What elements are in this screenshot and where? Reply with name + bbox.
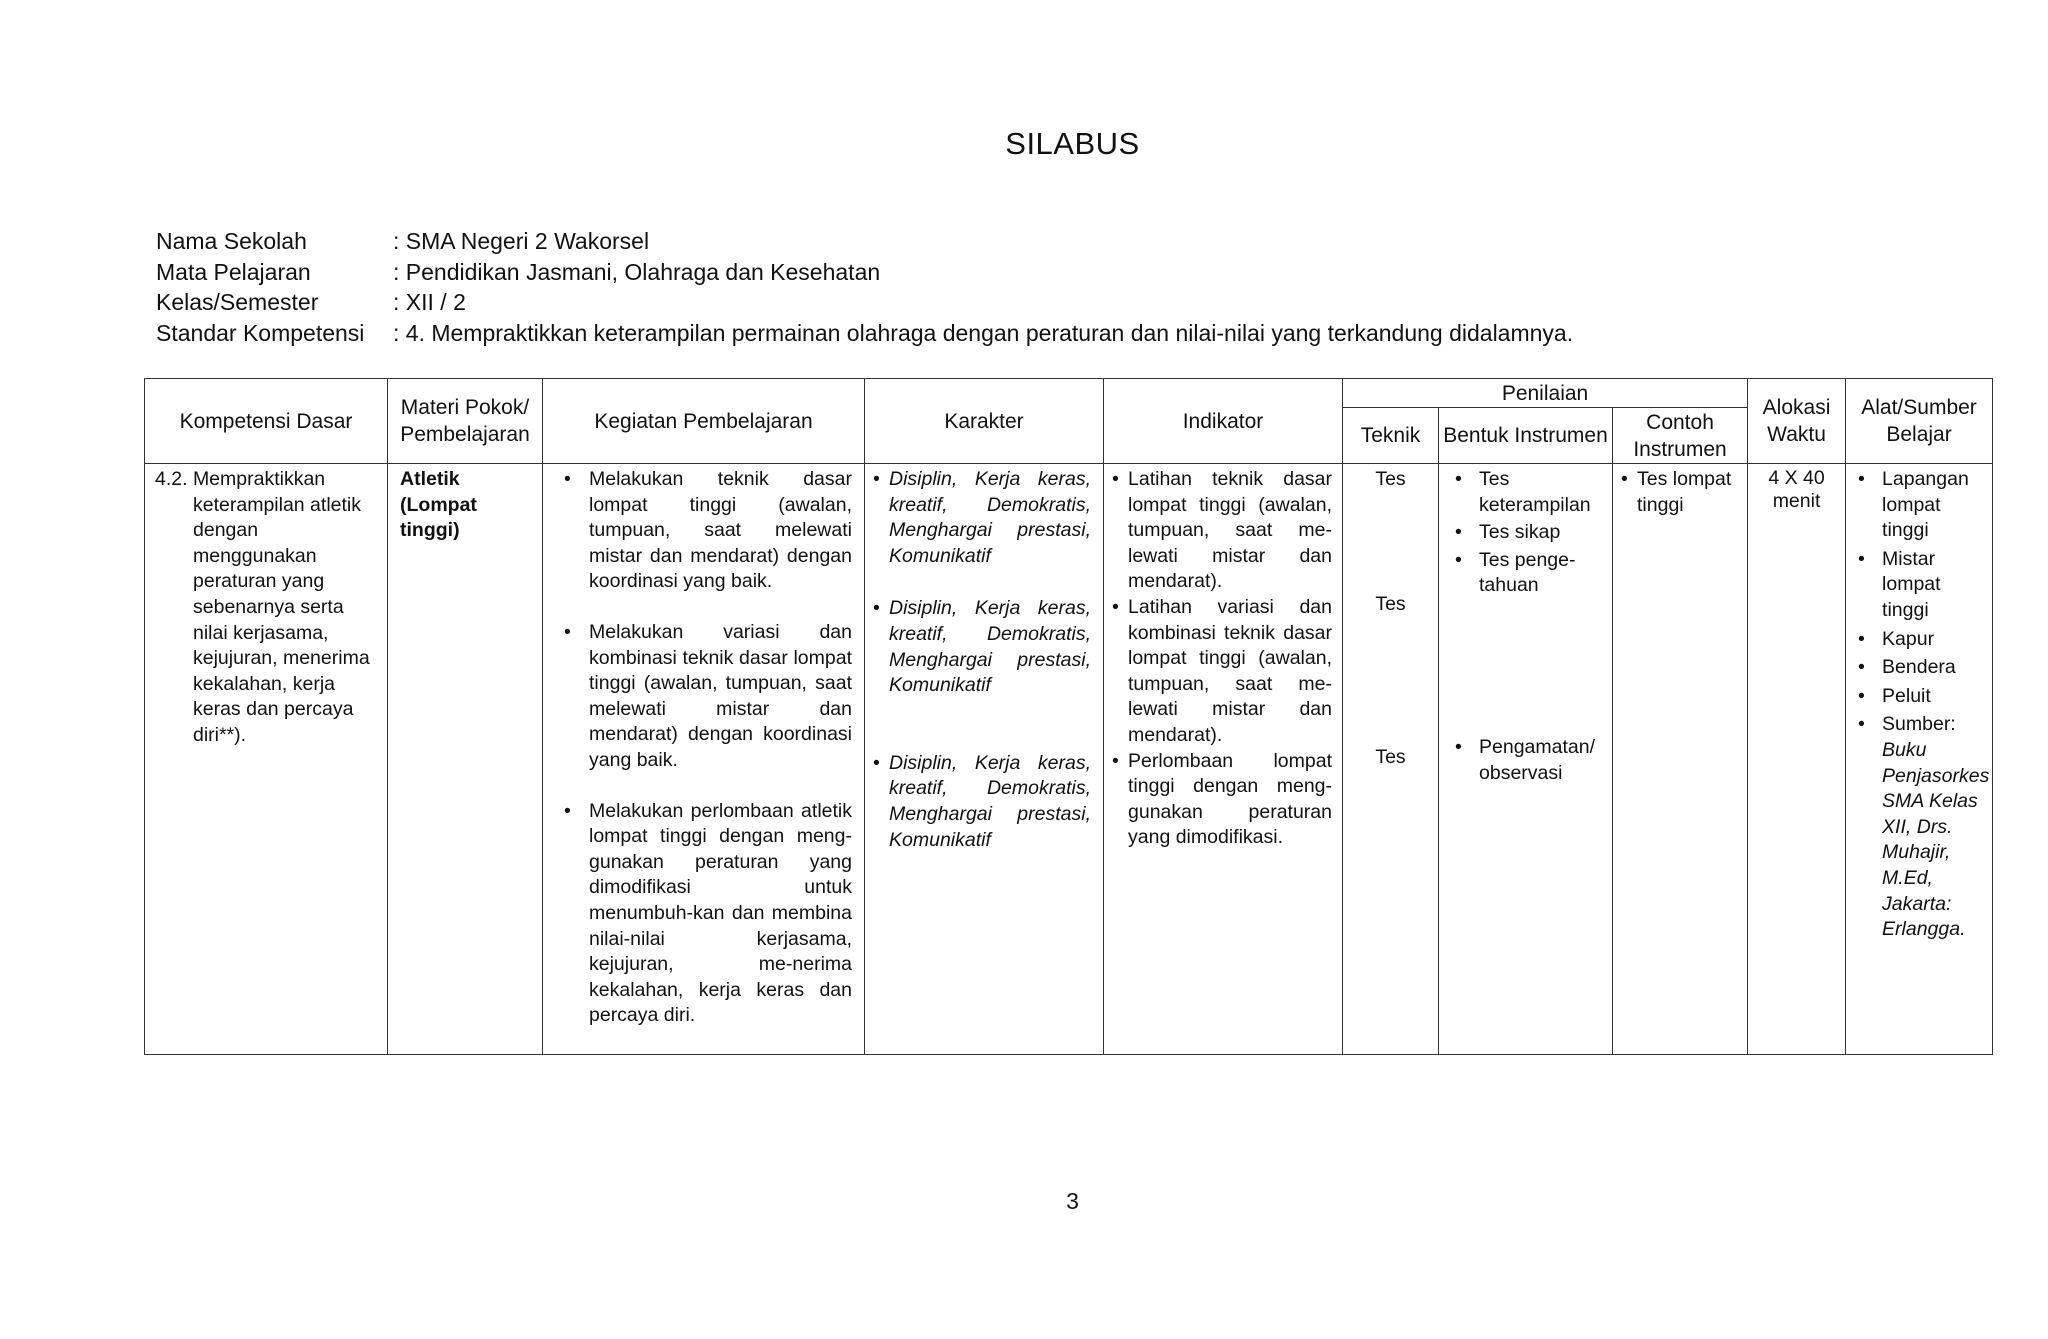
cell-karakter — [865, 464, 1104, 1055]
header-kompetensi-dasar: Kompetensi Dasar — [145, 379, 388, 464]
list-item: • Kapur — [1854, 627, 1986, 653]
list-item: • Tes sikap — [1451, 520, 1606, 546]
header-alokasi-waktu: Alokasi Waktu — [1748, 379, 1846, 464]
header-materi-pokok: Materi Pokok/ Pembelajaran — [388, 379, 543, 464]
list-item: • Melakukan perlombaan atletik lompat tinggi dengan meng-gunakan peraturan yang dimodifikasi untuk menumbuh-kan dan membina nilai-nilai kerjasama, kejujuran, me-nerima kekalahan, kerja keras dan percaya diri. — [559, 799, 852, 1029]
cell-indikator — [1104, 464, 1343, 1055]
teknik-item: Tes — [1375, 468, 1406, 490]
list-item: • Lapangan lompat tinggi — [1854, 467, 1986, 544]
list-item: • Bendera — [1854, 655, 1986, 681]
header-alat-sumber: Alat/Sumber Belajar — [1846, 379, 1993, 464]
document-title: SILABUS — [1005, 126, 1140, 161]
header-bentuk-instrumen: Bentuk Instrumen — [1439, 408, 1613, 464]
meta-row-class — [156, 287, 1573, 318]
sumber-reference: Buku Penjasorkes SMA Kelas XII, Drs. Muhajir, M.Ed, Jakarta: Erlangga. — [1882, 738, 1990, 941]
cell-kegiatan — [543, 464, 865, 1055]
meta-value: : SMA Negeri 2 Wakorsel — [393, 228, 650, 254]
list-item: • Perlombaan lompat tinggi dengan meng-gunakan peraturan yang dimodifikasi. — [1112, 749, 1332, 851]
meta-value: : XII / 2 — [393, 289, 466, 315]
list-item: • Disiplin, Kerja keras, kreatif, Demokratis, Menghargai prestasi, Komunikatif — [873, 751, 1091, 853]
syllabus-meta — [156, 226, 1573, 348]
syllabus-table — [144, 378, 1993, 1055]
meta-label: Nama Sekolah — [156, 228, 307, 254]
list-item: • Melakukan teknik dasar lompat tinggi (awalan, tumpuan, saat melewati mistar dan mendarat) dengan koordinasi yang baik. — [559, 467, 852, 595]
cell-contoh-instrumen — [1613, 464, 1748, 1055]
list-item: • Tes keterampilan — [1451, 467, 1606, 518]
page-number: 3 — [1066, 1188, 1079, 1214]
cell-bentuk-instrumen — [1439, 464, 1613, 1055]
list-item: • Disiplin, Kerja keras, kreatif, Demokratis, Menghargai prestasi, Komunikatif — [873, 467, 1091, 569]
meta-value: : 4. Mempraktikkan keterampilan permainan olahraga dengan peraturan dan nilai-nilai yang terkandung didalamnya. — [393, 319, 1574, 346]
list-item — [1854, 712, 1990, 942]
kd-text: keterampilan atletik dengan menggunakan peraturan yang sebenarnya serta nilai kerjasama, kejujuran, menerima kekalahan, kerja keras dan percaya diri**). — [193, 493, 370, 746]
meta-label: Mata Pelajaran — [156, 258, 311, 285]
list-item: • Tes lompat tinggi — [1621, 467, 1741, 518]
cell-alokasi-waktu: 4 X 40 menit — [1748, 464, 1846, 1055]
meta-label: Kelas/Semester — [156, 289, 319, 315]
meta-label: Standar Kompetensi — [156, 319, 365, 346]
list-item: • Disiplin, Kerja keras, kreatif, Demokratis, Menghargai prestasi, Komunikatif — [873, 596, 1091, 698]
header-kegiatan-pembelajaran: Kegiatan Pembelajaran — [543, 379, 865, 464]
meta-value: : Pendidikan Jasmani, Olahraga dan Kesehatan — [393, 258, 881, 285]
teknik-item: Tes — [1375, 593, 1406, 615]
list-item: • Latihan variasi dan kombinasi teknik dasar lompat tinggi (awalan, tumpuan, saat me-lewati mistar dan mendarat). — [1112, 595, 1332, 749]
list-item: • Mistar lompat tinggi — [1854, 547, 1986, 624]
meta-row-standard — [156, 318, 1573, 349]
header-penilaian: Penilaian — [1343, 379, 1748, 408]
meta-row-subject — [156, 257, 1573, 288]
list-item: • Tes penge-tahuan — [1451, 548, 1606, 599]
list-item: • Pengamatan/ observasi — [1451, 735, 1606, 786]
kd-number: 4.2. Mempraktikkan — [155, 468, 326, 490]
cell-kompetensi-dasar — [145, 464, 388, 1055]
header-teknik: Teknik — [1343, 408, 1439, 464]
cell-teknik — [1343, 464, 1439, 1055]
header-indikator: Indikator — [1104, 379, 1343, 464]
sumber-label: Sumber: — [1882, 713, 1956, 736]
teknik-item: Tes — [1375, 746, 1406, 768]
cell-alat-sumber — [1846, 464, 1993, 1055]
meta-row-school — [156, 226, 1573, 257]
header-karakter: Karakter — [865, 379, 1104, 464]
header-contoh-instrumen: Contoh Instrumen — [1613, 408, 1748, 464]
list-item: • Melakukan variasi dan kombinasi teknik dasar lompat tinggi (awalan, tumpuan, saat melewati mistar dan mendarat) dengan koordinasi yang baik. — [559, 620, 852, 774]
list-item: • Peluit — [1854, 684, 1986, 710]
cell-materi-pokok: Atletik (Lompat tinggi) — [388, 464, 543, 1055]
list-item: • Latihan teknik dasar lompat tinggi (awalan, tumpuan, saat me-lewati mistar dan mendarat). — [1112, 467, 1332, 595]
